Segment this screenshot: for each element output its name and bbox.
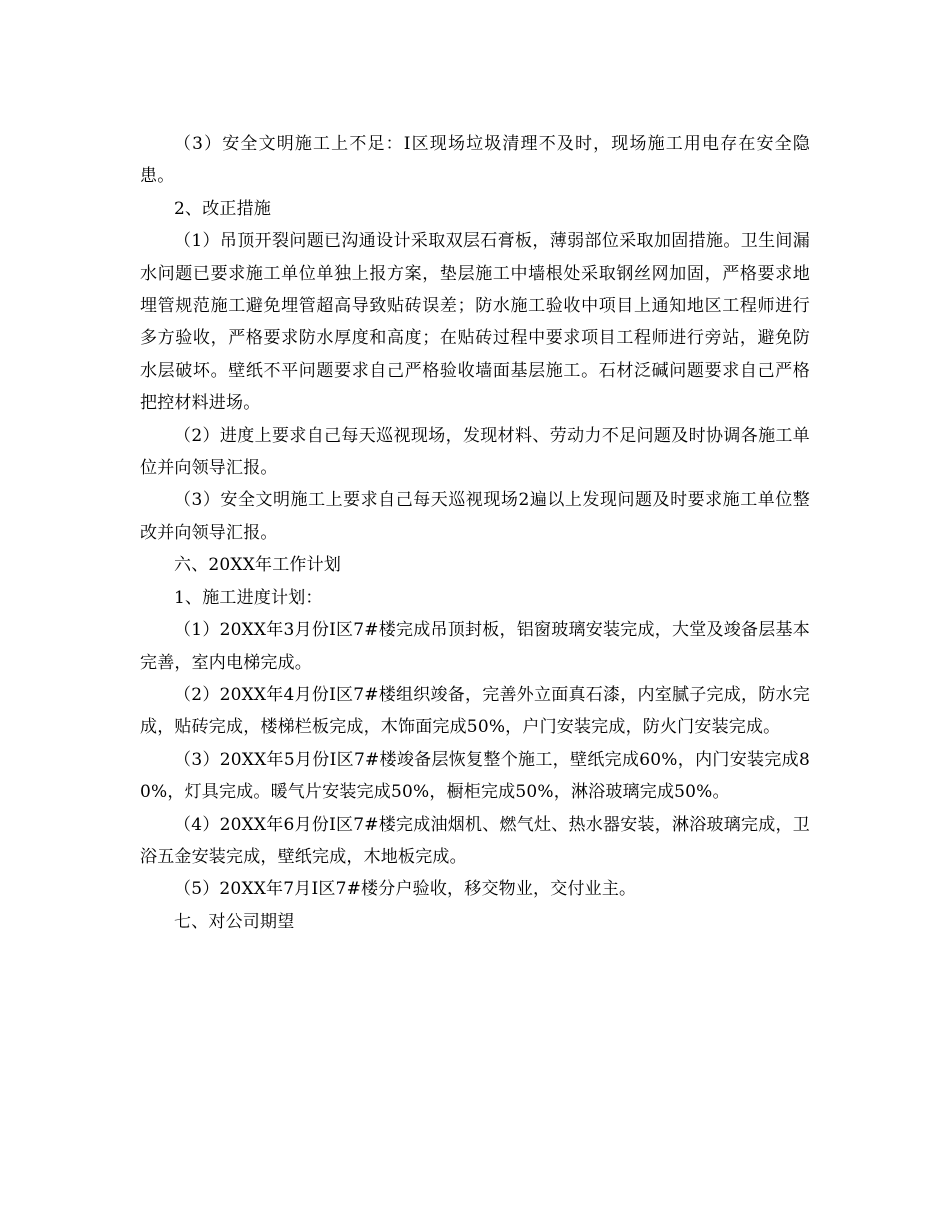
heading-work-plan: 六、20XX年工作计划 <box>174 555 342 576</box>
paragraph-plan-march: （1）20XX年3月份Ⅰ区7#楼完成吊顶封板，铝窗玻璃安装完成，大堂及竣备层基本完善，室内电梯完成。 <box>140 620 810 673</box>
heading-company-expectations: 七、对公司期望 <box>174 911 295 932</box>
paragraph-measure-2: （2）进度上要求自己每天巡视现场，发现材料、劳动力不足问题及时协调各施工单位并向领导汇报。 <box>140 425 810 479</box>
heading-corrective-measures: 2、改正措施 <box>174 198 272 219</box>
paragraph-safety-shortcoming: （3）安全文明施工上不足：Ⅰ区现场垃圾清理不及时，现场施工用电存在安全隐患。 <box>140 134 810 187</box>
paragraph-plan-june: （4）20XX年6月份Ⅰ区7#楼完成油烟机、燃气灶、热水器安装，淋浴玻璃完成，卫浴五金安装完成，壁纸完成，木地板完成。 <box>140 814 810 867</box>
paragraph-measure-3: （3）安全文明施工上要求自己每天巡视现场2遍以上发现问题及时要求施工单位整改并向领导汇报。 <box>140 490 810 543</box>
paragraph-plan-july: （5）20XX年7月Ⅰ区7#楼分户验收，移交物业，交付业主。 <box>174 879 637 900</box>
paragraph-plan-may: （3）20XX年5月份Ⅰ区7#楼竣备层恢复整个施工，壁纸完成60%，内门安装完成80%，灯具完成。暖气片安装完成50%，橱柜完成50%，淋浴玻璃完成50%。 <box>140 749 810 803</box>
paragraph-plan-april: （2）20XX年4月份Ⅰ区7#楼组织竣备，完善外立面真石漆，内室腻子完成，防水完成，贴砖完成，楼梯栏板完成，木饰面完成50%，户门安装完成，防火门安装完成。 <box>140 684 810 738</box>
document-body <box>140 128 810 938</box>
heading-schedule-plan: 1、施工进度计划： <box>174 587 323 608</box>
paragraph-measure-1: （1）吊顶开裂问题已沟通设计采取双层石膏板，薄弱部位采取加固措施。卫生间漏水问题已要求施工单位单独上报方案，垫层施工中墙根处采取钢丝网加固，严格要求地埋管规范施工避免埋管超高导致贴砖误差；防水施工验收中项目上通知地区工程师进行多方验收，严格要求防水厚度和高度；在贴砖过程中要求项目工程师进行旁站，避免防水层破坏。壁纸不平问题要求自己严格验收墙面基层施工。石材泛碱问题要求自己严格把控材料进场。 <box>140 231 810 414</box>
